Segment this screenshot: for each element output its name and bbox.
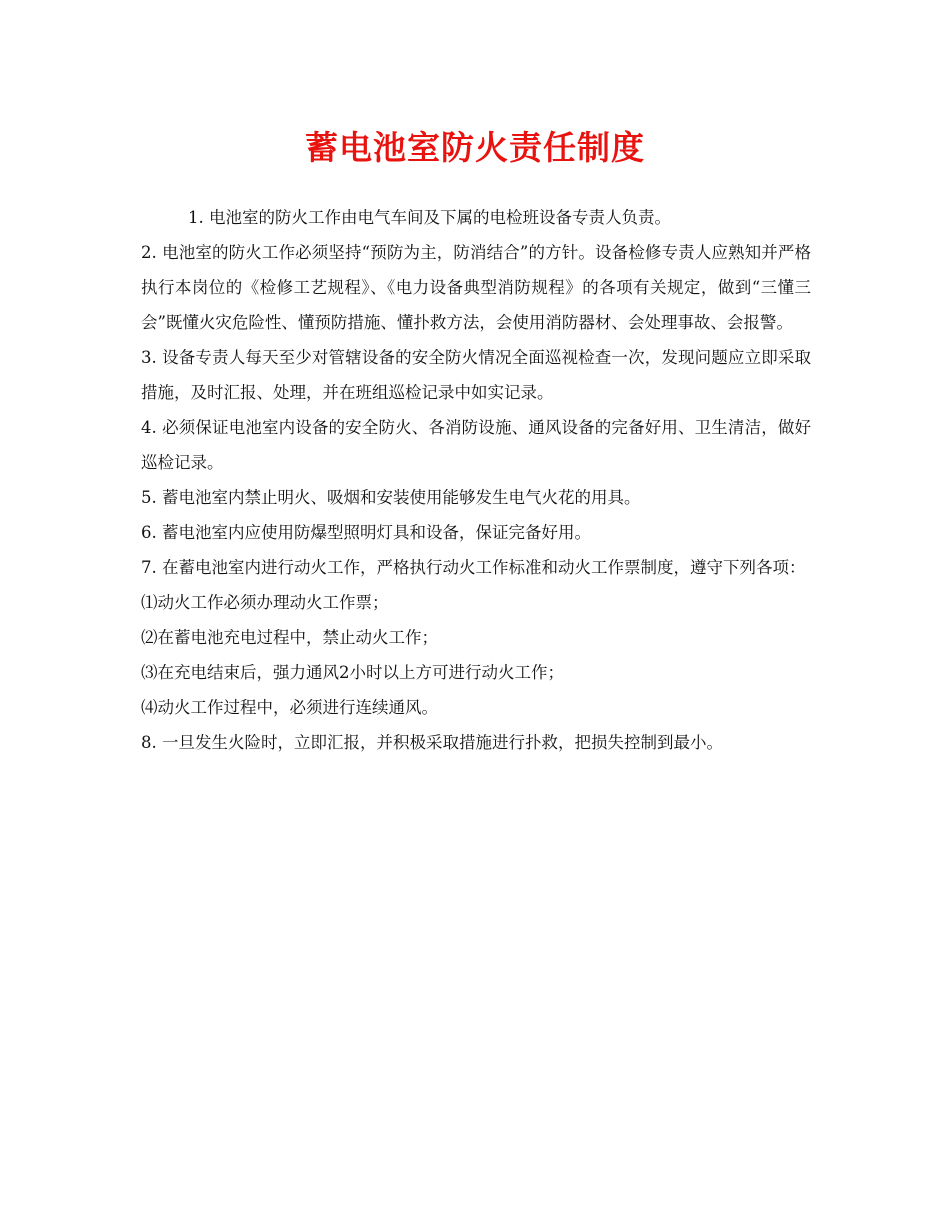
clause-1: 1. 电池室的防火工作由电气车间及下属的电检班设备专责人负责。 xyxy=(188,208,671,227)
clause-7: 7. 在蓄电池室内进行动火工作，严格执行动火工作标准和动火工作票制度，遵守下列各项： xyxy=(141,558,806,577)
clause-5: 5. 蓄电池室内禁止明火、吸烟和安装使用能够发生电气火花的用具。 xyxy=(141,488,641,507)
sub-item-3: ⑶在充电结束后，强力通风2小时以上方可进行动火工作； xyxy=(141,663,564,682)
clause-8: 8. 一旦发生火险时，立即汇报，并积极采取措施进行扑救，把损失控制到最小。 xyxy=(141,733,723,752)
sub-item-1: ⑴动火工作必须办理动火工作票； xyxy=(141,593,389,612)
clause-4: 4. 必须保证电池室内设备的安全防火、各消防设施、通风设备的完备好用、卫生清洁，做好巡检记录。 xyxy=(141,418,811,472)
sub-item-2: ⑵在蓄电池充电过程中，禁止动火工作； xyxy=(141,628,438,647)
sub-item-4: ⑷动火工作过程中，必须进行连续通风。 xyxy=(141,698,438,717)
document-body xyxy=(141,200,811,760)
clause-3: 3. 设备专责人每天至少对管辖设备的安全防火情况全面巡视检查一次，发现问题应立即采取措施，及时汇报、处理，并在班组巡检记录中如实记录。 xyxy=(141,348,811,402)
clause-2: 2. 电池室的防火工作必须坚持“预防为主，防消结合”的方针。设备检修专责人应熟知并严格执行本岗位的《检修工艺规程》、《电力设备典型消防规程》的各项有关规定，做到“三懂三会”既懂火灾危险性、懂预防措施、懂扑救方法，会使用消防器材、会处理事故、会报警。 xyxy=(141,243,811,332)
clause-6: 6. 蓄电池室内应使用防爆型照明灯具和设备，保证完备好用。 xyxy=(141,523,591,542)
document-title: 蓄电池室防火责任制度 xyxy=(305,128,645,167)
